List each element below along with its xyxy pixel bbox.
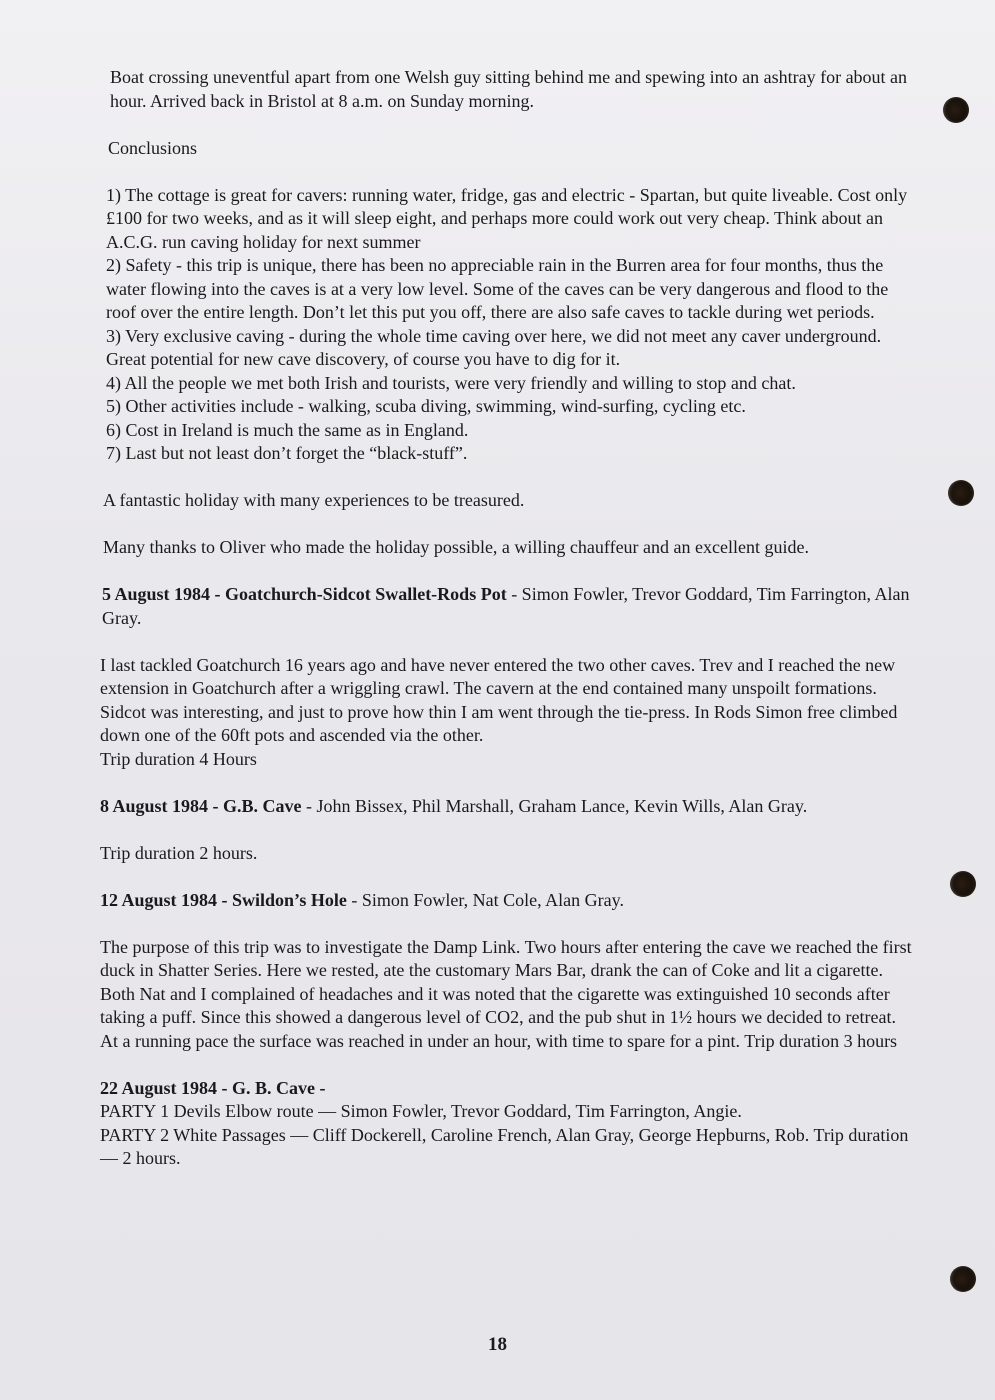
conclusion-item: 4) All the people we met both Irish and tourists, were very friendly and willing to stop and chat. <box>106 372 796 393</box>
entry-header <box>100 889 915 913</box>
punch-hole-3 <box>950 871 976 897</box>
entry-text: The purpose of this trip was to investigate the Damp Link. Two hours after entering the cave we reached the first duck in Shatter Series. Here we rested, ate the customary Mars Bar, drank the can of Coke and lit a cigarette. Both Nat and I complained of headaches and it was noted that the cigarette was extinguished 10 seconds after taking a puff. Since this showed a dangerous level of CO2, and the pub shut in 1½ hours we decided to retreat. At a running pace the surface was reached in under an hour, with time to spare for a pint. Trip duration 3 hours <box>100 936 912 1051</box>
entry-header <box>100 795 915 819</box>
conclusion-item: 2) Safety - this trip is unique, there has been no appreciable rain in the Burren area for four months, thus the water flowing into the caves is at a very low level. Some of the caves can be very dangerous and flood to the roof over the entire length. Don’t let this put you off, there are also safe caves to tackle during wet periods. <box>106 255 889 322</box>
page-text <box>100 66 915 1171</box>
entry-text: I last tackled Goatchurch 16 years ago and have never entered the two other caves. Trev and I reached the new extension in Goatchurch after a wriggling crawl. The cavern at the end contained many unspoilt formations. Sidcot was interesting, and just to prove how thin I am went through the tie-press. In Rods Simon free climbed down one of the 60ft pots and ascended via the other. <box>100 654 898 745</box>
party-line: PARTY 2 White Passages — Cliff Dockerell, Caroline French, Alan Gray, George Hepburns, Rob. Trip duration — 2 hours. <box>100 1124 909 1168</box>
entry-header <box>100 1077 915 1101</box>
trip-duration: Trip duration 4 Hours <box>100 748 257 769</box>
entry-title: 8 August 1984 - G.B. Cave <box>100 795 302 816</box>
entry-title: 22 August 1984 - G. B. Cave - <box>100 1077 326 1098</box>
entry-people: - Simon Fowler, Nat Cole, Alan Gray. <box>346 889 624 910</box>
entry-people: - Simon Fowler, Trevor Goddard, Tim Farrington, Alan Gray. <box>102 584 910 628</box>
punch-hole-2 <box>948 480 974 506</box>
trip-duration: Trip duration 2 hours. <box>100 842 258 863</box>
party-line: PARTY 1 Devils Elbow route — Simon Fowler, Trevor Goddard, Tim Farrington, Angie. <box>100 1101 742 1121</box>
entry-people: - John Bissex, Phil Marshall, Graham Lance, Kevin Wills, Alan Gray. <box>301 795 808 816</box>
conclusion-item: 6) Cost in Ireland is much the same as in England. <box>106 419 469 440</box>
punch-hole-1 <box>943 97 969 123</box>
punch-hole-4 <box>950 1266 976 1292</box>
thanks-paragraph: Many thanks to Oliver who made the holiday possible, a willing chauffeur and an excellent guide. <box>103 537 809 557</box>
entry-block <box>100 1077 915 1171</box>
conclusion-item: 5) Other activities include - walking, scuba diving, swimming, wind-surfing, cycling etc. <box>106 396 746 416</box>
page-number: 18 <box>488 1334 507 1355</box>
conclusions-list <box>100 184 915 466</box>
conclusion-item: 1) The cottage is great for cavers: running water, fridge, gas and electric - Spartan, but quite liveable. Cost only £100 for two weeks, and as it will sleep eight, and perhaps more could work out very cheap. Think about an A.C.G. run caving holiday for next summer <box>106 184 908 252</box>
fantastic-paragraph: A fantastic holiday with many experiences to be treasured. <box>103 490 525 510</box>
conclusion-item: 3) Very exclusive caving - during the whole time caving over here, we did not meet any caver underground. Great potential for new cave discovery, of course you have to dig for it. <box>106 325 882 369</box>
conclusions-heading: Conclusions <box>108 137 198 158</box>
entry-title: 12 August 1984 - Swildon’s Hole <box>100 889 347 910</box>
boat-paragraph: Boat crossing uneventful apart from one Welsh guy sitting behind me and spewing into an ashtray for about an hour. Arrived back in Bristol at 8 a.m. on Sunday morning. <box>110 67 908 111</box>
entry-header <box>100 583 915 630</box>
entry-body <box>100 654 915 772</box>
conclusion-item: 7) Last but not least don’t forget the “black-stuff”. <box>106 443 468 463</box>
entry-title: 5 August 1984 - Goatchurch-Sidcot Swallet-Rods Pot <box>102 584 507 604</box>
